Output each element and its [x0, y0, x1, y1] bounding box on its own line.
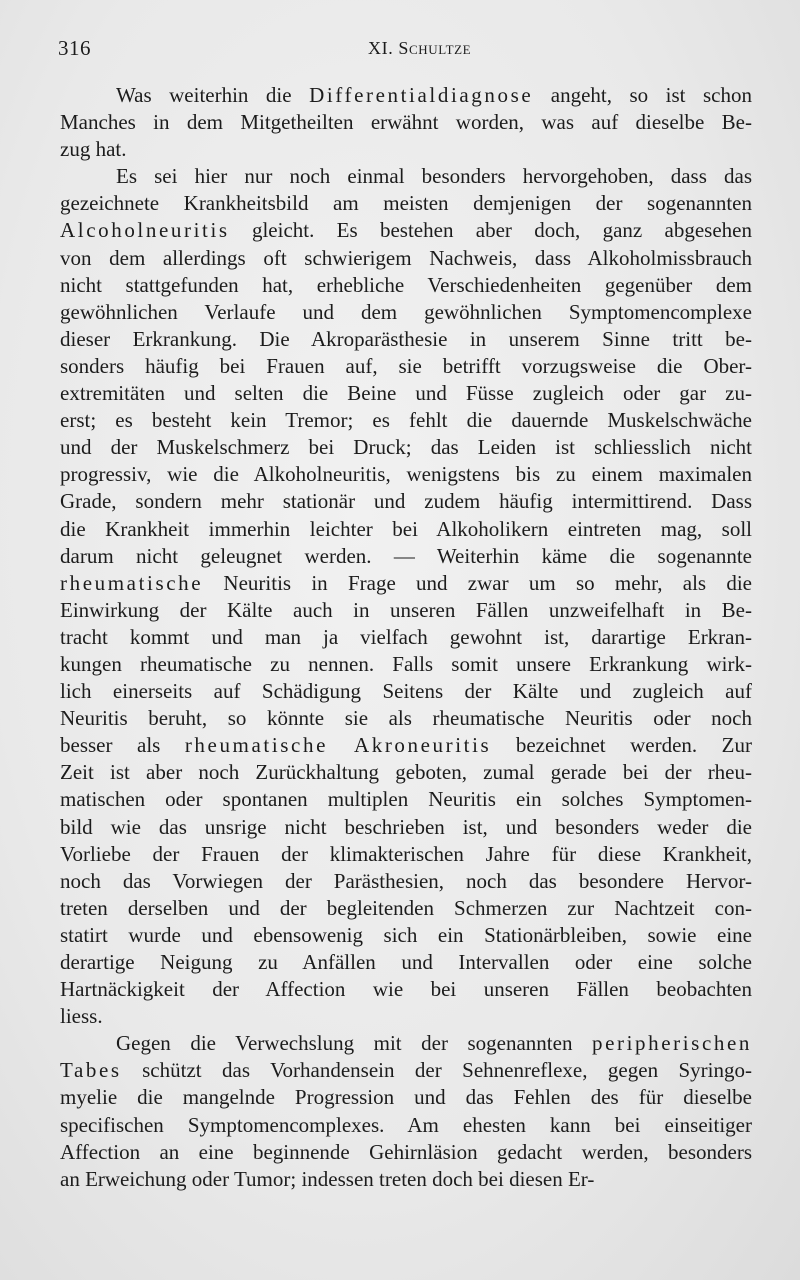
text-line [60, 1003, 752, 1030]
text-segment: treten derselben und der begleitenden Schmerzen zur Nachtzeit con- [60, 895, 752, 920]
paragraph [60, 82, 752, 163]
text-line [60, 1139, 752, 1166]
text-segment: bild wie das unsrige nicht beschrieben ist, und besonders weder die [60, 814, 752, 839]
text-segment: Grade, sondern mehr stationär und zudem häufig intermittirend. Dass [60, 489, 752, 514]
text-line [60, 217, 752, 244]
text-line [60, 922, 752, 949]
text-segment: bezeichnet werden. Zur [491, 733, 752, 758]
text-segment: zug hat. [60, 137, 127, 162]
text-segment: specifischen Symptomencomplexes. Am ehesten kann bei einseitiger [60, 1112, 752, 1137]
spaced-emphasis: rheumatische [60, 570, 204, 595]
text-segment: von dem allerdings oft schwierigem Nachweis, dass Alkoholmissbrauch [60, 245, 752, 270]
text-line [60, 380, 752, 407]
text-line [60, 82, 752, 109]
text-segment: Affection an eine beginnende Gehirnläsion gedacht werden, besonders [60, 1139, 752, 1164]
paragraph [60, 163, 752, 1030]
text-segment: angeht, so ist schon [533, 83, 752, 107]
text-segment: extremitäten und selten die Beine und Füsse zugleich oder gar zu- [60, 381, 752, 406]
text-line [60, 651, 752, 678]
text-segment: Neuritis beruht, so könnte sie als rheumatische Neuritis oder noch [60, 706, 752, 731]
text-line [60, 732, 752, 759]
text-line [60, 759, 752, 786]
text-segment: erst; es besteht kein Tremor; es fehlt die dauernde Muskelschwäche [60, 408, 752, 433]
text-segment: gezeichnete Krankheitsbild am meisten demjenigen der sogenannten [60, 191, 752, 216]
text-segment: gleicht. Es bestehen aber doch, ganz abgesehen [229, 218, 752, 243]
text-line [60, 1166, 752, 1193]
text-line [60, 407, 752, 434]
spaced-emphasis: Differentialdiagnose [309, 83, 534, 107]
text-line [60, 1084, 752, 1111]
spaced-emphasis: rheumatische Akroneuritis [184, 733, 492, 758]
spaced-emphasis: peripherischen [591, 1031, 752, 1056]
text-segment: Neuritis in Frage und zwar um so mehr, als die [203, 570, 752, 595]
text-segment: matischen oder spontanen multiplen Neuritis ein solches Symptomen- [60, 787, 752, 812]
spaced-emphasis: Alcoholneuritis [60, 218, 230, 243]
text-segment: liess. [60, 1004, 103, 1029]
text-segment: Zeit ist aber noch Zurückhaltung geboten, zumal gerade bei der rheu- [60, 760, 752, 785]
spaced-emphasis: Tabes [60, 1058, 122, 1083]
text-segment: noch das Vorwiegen der Parästhesien, noch das besondere Hervor- [60, 868, 752, 893]
running-head: XI. Schultze [368, 38, 472, 58]
text-segment: Es sei hier nur noch einmal besonders hervorgehoben, dass das [116, 164, 752, 189]
text-segment: nicht stattgefunden hat, erhebliche Verschiedenheiten gegenüber dem [60, 272, 752, 297]
text-segment: besser als [60, 733, 185, 758]
text-segment: dieser Erkrankung. Die Akroparästhesie in unserem Sinne tritt be- [60, 326, 752, 351]
text-segment: Was weiterhin die [116, 83, 310, 107]
text-line [60, 353, 752, 380]
text-segment: und der Muskelschmerz bei Druck; das Leiden ist schliesslich nicht [60, 435, 752, 460]
text-line [60, 868, 752, 895]
page-number: 316 [58, 36, 91, 60]
text-line [60, 299, 752, 326]
text-line [60, 1030, 752, 1057]
text-line [60, 841, 752, 868]
text-segment: Hartnäckigkeit der Affection wie bei unseren Fällen beobachten [60, 977, 752, 1002]
text-segment: progressiv, wie die Alkoholneuritis, wenigstens bis zu einem maximalen [60, 462, 752, 487]
text-segment: tracht kommt und man ja vielfach gewohnt ist, darartige Erkran- [60, 624, 752, 649]
text-line [60, 488, 752, 515]
text-line [60, 434, 752, 461]
text-line [60, 245, 752, 272]
text-line [60, 190, 752, 217]
text-line [60, 678, 752, 705]
text-line [60, 976, 752, 1003]
text-segment: die Krankheit immerhin leichter bei Alkoholikern eintreten mag, soll [60, 516, 752, 541]
text-segment: an Erweichung oder Tumor; indessen treten doch bei diesen Er- [60, 1166, 595, 1191]
page-header [58, 36, 764, 66]
text-line [60, 109, 752, 136]
text-segment: myelie die mangelnde Progression und das Fehlen des für dieselbe [60, 1085, 752, 1110]
text-segment: derartige Neigung zu Anfällen und Intervallen oder eine solche [60, 950, 752, 974]
text-line [60, 326, 752, 353]
text-line [60, 272, 752, 299]
text-line [60, 163, 752, 190]
text-segment: gewöhnlichen Verlaufe und dem gewöhnlichen Symptomencomplexe [60, 299, 752, 324]
text-line [60, 786, 752, 813]
text-line [60, 814, 752, 841]
text-line [60, 543, 752, 570]
text-segment: darum nicht geleugnet werden. — Weiterhin käme die sogenannte [60, 543, 752, 568]
text-line [60, 949, 752, 976]
text-segment: Manches in dem Mitgetheilten erwähnt worden, was auf dieselbe Be- [60, 110, 752, 135]
text-line [60, 461, 752, 488]
text-segment: Einwirkung der Kälte auch in unseren Fällen unzweifelhaft in Be- [60, 597, 752, 622]
text-line [60, 597, 752, 624]
text-line [60, 895, 752, 922]
text-segment: statirt wurde und ebensowenig sich ein Stationärbleiben, sowie eine [60, 922, 752, 947]
text-segment: sonders häufig bei Frauen auf, sie betrifft vorzugsweise die Ober- [60, 353, 752, 378]
text-line [60, 1057, 752, 1084]
body-text [60, 82, 752, 1193]
text-line [60, 136, 752, 163]
text-segment: Gegen die Verwechslung mit der sogenannten [116, 1031, 592, 1056]
text-line [60, 516, 752, 543]
text-line [60, 570, 752, 597]
text-segment: lich einerseits auf Schädigung Seitens der Kälte und zugleich auf [60, 679, 752, 704]
text-line [60, 1112, 752, 1139]
text-segment: schützt das Vorhandensein der Sehnenreflexe, gegen Syringo- [121, 1058, 752, 1083]
text-line [60, 624, 752, 651]
text-segment: kungen rheumatische zu nennen. Falls somit unsere Erkrankung wirk- [60, 651, 752, 676]
text-segment: Vorliebe der Frauen der klimakterischen Jahre für diese Krankheit, [60, 841, 752, 866]
paragraph [60, 1030, 752, 1193]
text-line [60, 705, 752, 732]
